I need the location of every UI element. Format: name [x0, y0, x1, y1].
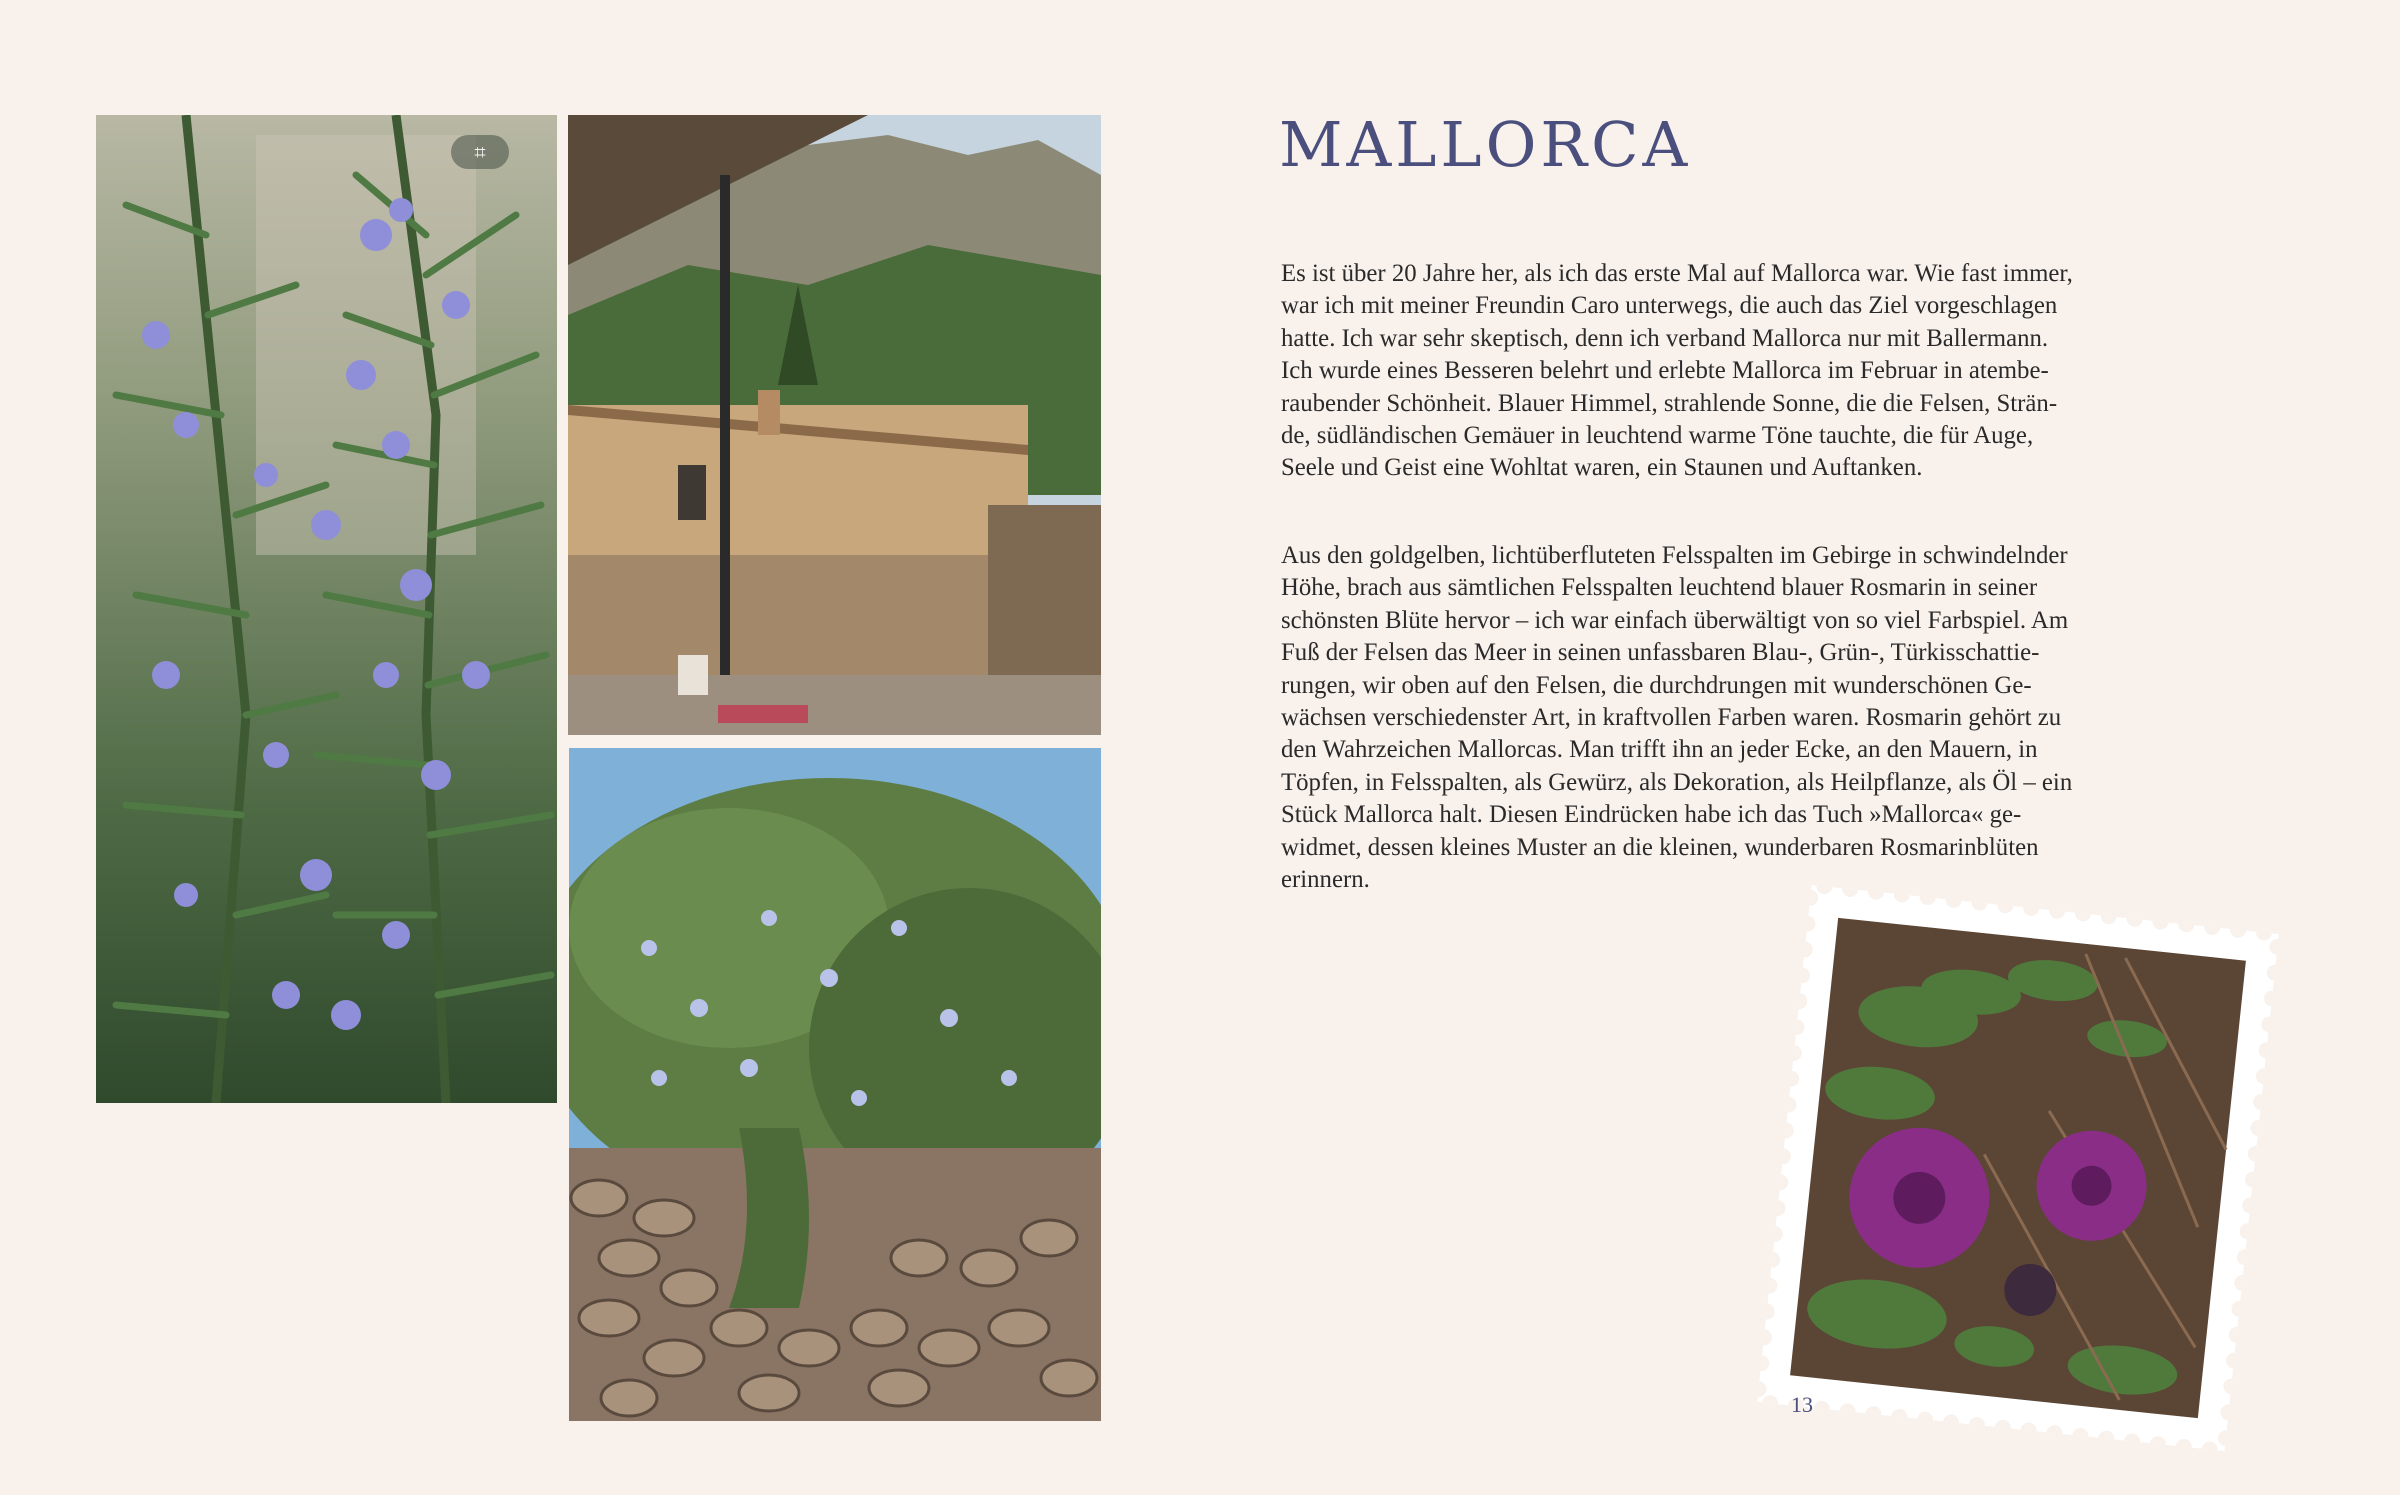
crop-icon[interactable]: ⌗: [451, 135, 509, 169]
village-terrace-photo: [568, 115, 1101, 735]
stone-wall-photo: [569, 748, 1101, 1421]
flower-stamp-photo: [1757, 885, 2279, 1451]
paragraph-1: [1281, 258, 2161, 485]
paragraph-2: [1281, 540, 2161, 896]
paragraph-line: Aus den goldgelben, lichtüberfluteten Felsspalten im Gebirge in schwindelnder: [1281, 542, 2068, 569]
rosemary-photo: [96, 115, 557, 1103]
page-number: 13: [1791, 1392, 1813, 1417]
paragraph-line: Es ist über 20 Jahre her, als ich das erste Mal auf Mallorca war. Wie fast immer,: [1281, 260, 2073, 287]
paragraph-line: Töpfen, in Felsspalten, als Gewürz, als Dekoration, als Heilpflanze, als Öl – ein: [1281, 768, 2073, 796]
paragraph-line: de, südländischen Gemäuer in leuchtend warme Töne tauchte, die für Auge,: [1281, 422, 2034, 450]
paragraph-line: Stück Mallorca halt. Diesen Eindrücken habe ich das Tuch »Mallorca« ge-: [1281, 801, 2022, 829]
paragraph-line: war ich mit meiner Freundin Caro unterwegs, die auch das Ziel vorgeschlagen: [1281, 292, 2058, 320]
paragraph-line: rungen, wir oben auf den Felsen, die durchdrungen mit wunderschönen Ge-: [1281, 671, 2032, 699]
paragraph-line: Ich wurde eines Besseren belehrt und erlebte Mallorca im Februar in atembe-: [1281, 357, 2049, 385]
paragraph-line: Fuß der Felsen das Meer in seinen unfassbaren Blau-, Grün-, Türkisschattie-: [1281, 639, 2040, 667]
paragraph-line: widmet, dessen kleines Muster an die kleinen, wunderbaren Rosmarinblüten: [1281, 833, 2039, 861]
paragraph-line: raubender Schönheit. Blauer Himmel, strahlende Sonne, die die Felsen, Strän-: [1281, 389, 2058, 417]
paragraph-line: wächsen verschiedenster Art, in kraftvollen Farben waren. Rosmarin gehört zu: [1281, 704, 2062, 732]
paragraph-line: schönsten Blüte hervor – ich war einfach überwältigt von so viel Farbspiel. Am: [1281, 606, 2069, 634]
paragraph-line: den Wahrzeichen Mallorcas. Man trifft ihn an jeder Ecke, an den Mauern, in: [1281, 736, 2038, 764]
paragraph-line: erinnern.: [1281, 866, 1370, 894]
paragraph-line: Seele und Geist eine Wohltat waren, ein Staunen und Auftanken.: [1281, 454, 1923, 482]
paragraph-line: hatte. Ich war sehr skeptisch, denn ich verband Mallorca nur mit Ballermann.: [1281, 324, 2049, 352]
page-title: MALLORCA: [1279, 108, 1692, 181]
paragraph-line: Höhe, brach aus sämtlichen Felsspalten leuchtend blauer Rosmarin in seiner: [1281, 574, 2038, 602]
